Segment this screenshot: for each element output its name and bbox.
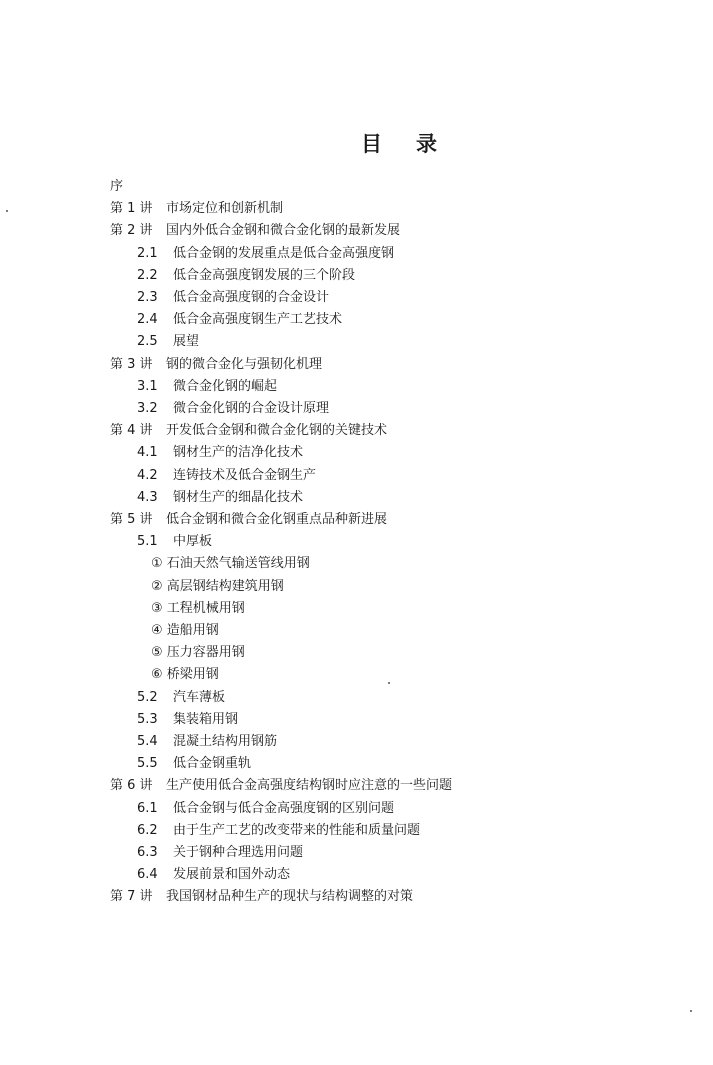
toc-entry — [137, 376, 277, 398]
toc-entry-title: 由于生产工艺的改变带来的性能和质量问题 — [173, 822, 421, 838]
toc-entry-number: 2.3 — [137, 290, 158, 305]
toc-entry — [137, 820, 420, 842]
toc-entry — [137, 398, 329, 420]
toc-entry-title: ⑤ 压力容器用钢 — [151, 645, 245, 661]
scan-speck — [6, 210, 8, 212]
toc-entry-number: 5.2 — [137, 689, 158, 705]
toc-entry-number: 3.2 — [137, 401, 158, 416]
toc-entry-title: 混凝土结构用钢筋 — [173, 734, 278, 749]
toc-entry-title: 低合金钢的发展重点是低合金高强度钢 — [173, 245, 395, 261]
toc-entry-number: 4.3 — [137, 489, 158, 505]
toc-entry — [137, 243, 394, 265]
toc-entry-number: 2.5 — [137, 334, 158, 350]
toc-entry-number: 第 4 讲 — [110, 423, 153, 439]
toc-entry-title: 低合金高强度钢生产工艺技术 — [173, 312, 343, 328]
toc-entry-number: 2.2 — [137, 267, 158, 283]
toc-entry — [151, 664, 219, 686]
toc-entry-title: ③ 工程机械用钢 — [151, 600, 245, 616]
toc-entry-title: 我国钢材品种生产的现状与结构调整的对策 — [166, 889, 414, 905]
toc-entry-number: 4.1 — [137, 445, 158, 461]
toc-entry — [137, 265, 355, 287]
toc-entry-title: 钢的微合金化与强韧化机理 — [166, 356, 323, 372]
toc-entry-number: 6.4 — [137, 867, 158, 883]
toc-entry — [137, 531, 212, 553]
toc-entry — [137, 309, 342, 331]
scan-speck — [690, 1010, 692, 1012]
toc-entry-title: 钢材生产的细晶化技术 — [173, 489, 304, 505]
toc-entry-number: 第 6 讲 — [110, 778, 153, 794]
scan-speck — [388, 682, 390, 684]
toc-entry — [110, 420, 387, 442]
toc-entry-number: 5.3 — [137, 711, 158, 727]
toc-entry-number: 6.2 — [137, 822, 158, 838]
toc-entry-title: 微合金化钢的合金设计原理 — [173, 401, 330, 416]
toc-entry-number: 5.4 — [137, 734, 158, 749]
toc-entry — [110, 354, 322, 376]
toc-entry — [137, 287, 329, 309]
toc-entry-title: 开发低合金钢和微合金化钢的关键技术 — [166, 423, 388, 439]
toc-entry-title: 生产使用低合金高强度结构钢时应注意的一些问题 — [166, 778, 453, 794]
toc-entry — [151, 553, 310, 575]
toc-entry-title: 汽车薄板 — [173, 689, 226, 705]
toc-entry-title: 低合金钢和微合金化钢重点品种新进展 — [166, 512, 388, 527]
toc-entry-number: 4.2 — [137, 467, 158, 483]
toc-entry — [137, 753, 251, 775]
title-char-2: 录 — [416, 132, 437, 156]
toc-entry-title: 中厚板 — [173, 534, 213, 550]
toc-entry-title: ② 高层钢结构建筑用钢 — [151, 578, 284, 594]
toc-entry-number: 第 3 讲 — [110, 356, 153, 372]
toc-entry — [137, 331, 199, 353]
toc-entry-number: 6.1 — [137, 800, 158, 816]
toc-entry-number: 第 2 讲 — [110, 223, 153, 239]
toc-entry — [137, 487, 303, 509]
toc-entry-title: ⑥ 桥梁用钢 — [151, 667, 219, 683]
toc-entry-title: ① 石油天然气输送管线用钢 — [151, 556, 310, 572]
toc-entry-number: 第 1 讲 — [110, 201, 153, 217]
toc-entry — [137, 709, 238, 731]
toc-entry-number: 第 7 讲 — [110, 889, 153, 905]
toc-entry-number: 序 — [110, 179, 124, 194]
toc-entry-title: 低合金高强度钢发展的三个阶段 — [173, 267, 356, 283]
toc-entry — [110, 198, 283, 220]
toc-entry-title: 国内外低合金钢和微合金化钢的最新发展 — [166, 223, 401, 239]
toc-entry — [110, 176, 166, 198]
toc-entry-title: 低合金钢与低合金高强度钢的区别问题 — [173, 800, 395, 816]
toc-entry — [137, 842, 303, 864]
toc-entry — [151, 598, 245, 620]
toc-entry — [110, 886, 413, 908]
toc-entry-title: 低合金钢重轨 — [173, 756, 252, 772]
toc-entry — [137, 731, 277, 753]
toc-entry — [151, 620, 219, 642]
toc-entry-number: 2.4 — [137, 312, 158, 328]
toc-entry — [110, 220, 400, 242]
toc-entry-title: 发展前景和国外动态 — [173, 867, 291, 883]
toc-entry-title: 微合金化钢的崛起 — [173, 378, 278, 394]
toc-entry-title: 市场定位和创新机制 — [166, 201, 284, 217]
toc-entry — [137, 798, 394, 820]
toc-entry-number: 6.3 — [137, 845, 158, 860]
toc-entry-number: 第 5 讲 — [110, 512, 153, 527]
toc-entry-title: ④ 造船用钢 — [151, 623, 219, 638]
toc-entry-number: 3.1 — [137, 378, 158, 394]
toc-entry — [151, 576, 284, 598]
toc-entry-title: 关于钢种合理选用问题 — [173, 845, 304, 860]
toc-entry-title: 低合金高强度钢的合金设计 — [173, 290, 330, 305]
toc-entry — [137, 687, 225, 709]
toc-entry-title: 集装箱用钢 — [173, 711, 239, 727]
toc-entry — [137, 864, 290, 886]
toc-entry-title: 钢材生产的洁净化技术 — [173, 445, 304, 461]
toc-entry — [110, 509, 387, 531]
toc-entry-title: 连铸技术及低合金钢生产 — [173, 467, 317, 483]
toc-entry-number: 5.1 — [137, 534, 158, 550]
toc-entry-number: 2.1 — [137, 245, 158, 261]
toc-entry — [137, 442, 303, 464]
toc-entry-title: 展望 — [173, 334, 200, 350]
toc-entry — [151, 642, 245, 664]
toc-entry — [137, 465, 316, 487]
title-char-1: 目 — [361, 132, 382, 156]
toc-entry-number: 5.5 — [137, 756, 158, 772]
toc-entry — [110, 775, 452, 797]
